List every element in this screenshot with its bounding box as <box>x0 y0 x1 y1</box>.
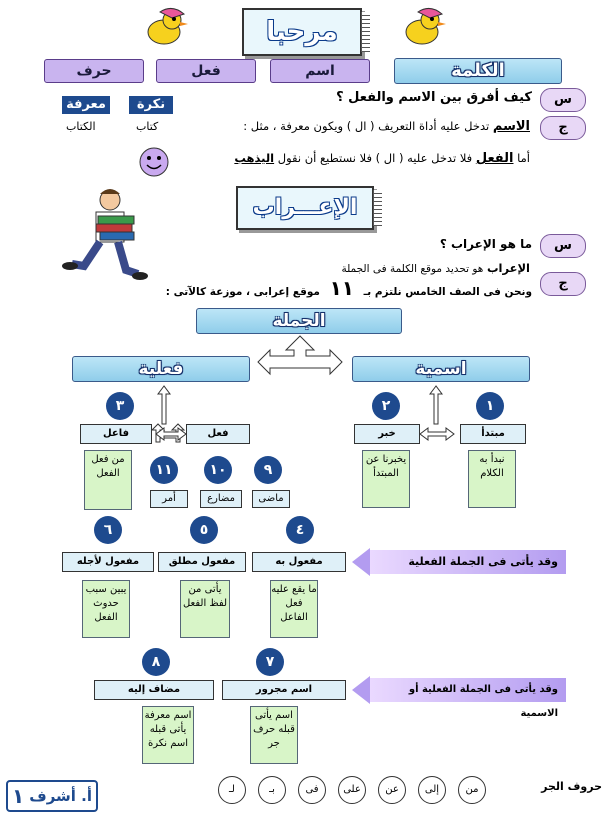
harf-box: حرف <box>44 59 144 83</box>
irab-question: ما هو الإعراب ؟ <box>439 237 532 251</box>
note-mubtada: نبدأ به الكلام <box>468 450 516 508</box>
fiel-example: اليذهب <box>234 151 275 165</box>
irab-def-rest: هو تحديد موقع الكلمة فى الجملة <box>341 263 484 275</box>
kalima-banner: الكلمة <box>394 58 562 84</box>
mafool-mutlaq-box: مفعول مطلق <box>158 552 246 572</box>
ism-rest: تدخل عليه أداة التعريف ( ال ) ويكون معرفة ، مثل : <box>243 119 490 133</box>
huruf-label: حروف الجر <box>541 780 602 793</box>
note-bih: ما يقع عليه فعل الفاعل <box>270 580 318 638</box>
khabar-box: خبر <box>354 424 420 444</box>
number-11: ١١ <box>150 456 178 484</box>
footer-badge <box>6 780 98 812</box>
fail-box: فاعل <box>80 424 152 444</box>
harf-lam: لـ <box>218 776 246 804</box>
ism-word: الاسم <box>492 119 530 134</box>
example-kitab: كتاب <box>136 120 159 133</box>
number-10: ١٠ <box>204 456 232 484</box>
number-7: ٧ <box>256 648 284 676</box>
page-title: مرحبا <box>266 17 338 47</box>
harf-min: من <box>458 776 486 804</box>
harf-fi: فى <box>298 776 326 804</box>
ism-box: اسم <box>270 59 370 83</box>
irab-line2-a: ونحن فى الصف الخامس نلتزم بـ <box>363 286 532 298</box>
irab-count: ١١ <box>329 276 355 300</box>
fiel-box: فعل <box>186 424 250 444</box>
fiel-pre: أما <box>517 151 530 165</box>
number-4: ٤ <box>286 516 314 544</box>
number-9: ٩ <box>254 456 282 484</box>
harf-ila: إلى <box>418 776 446 804</box>
note-fiel: من فعل الفعل <box>84 450 132 510</box>
mudari-box: مضارع <box>200 490 242 508</box>
number-5: ٥ <box>190 516 218 544</box>
jumla-banner: الجملة <box>196 308 402 334</box>
mafool-liajlih-box: مفعول لأجله <box>62 552 154 572</box>
row3-arrow-head <box>352 676 370 704</box>
fiel-box: فعل <box>156 59 256 83</box>
number-3: ٣ <box>106 392 134 420</box>
number-8: ٨ <box>142 648 170 676</box>
filiyya-banner: فعلية <box>72 356 250 382</box>
mafool-bih-box: مفعول به <box>252 552 346 572</box>
question-label: س <box>540 88 586 112</box>
maarifa-tag: معرفة <box>62 96 110 114</box>
note-khabar: يخبرنا عن المبتدأ <box>362 450 410 508</box>
nakira-tag: نكرة <box>129 96 173 114</box>
harf-ba: بـ <box>258 776 286 804</box>
ismiyya-banner: اسمية <box>352 356 530 382</box>
note-liajlih: يبين سبب حدوث الفعل <box>82 580 130 638</box>
footer-page: ١ <box>12 784 25 808</box>
irab-line2-b: موقع إعرابى ، موزعة كالآتى : <box>165 286 320 298</box>
harf-ala: على <box>338 776 366 804</box>
answer-label: ج <box>540 116 586 140</box>
answer-label: ج <box>540 272 586 296</box>
fiel-word: الفعل <box>475 151 514 166</box>
number-2: ٢ <box>372 392 400 420</box>
example-alkitab: الكتاب <box>66 120 96 133</box>
fiel-rest: فلا تدخل عليه ( ال ) فلا نستطيع أن نقول <box>277 151 473 165</box>
irab-title: الإعـــراب <box>252 195 358 220</box>
madi-box: ماضى <box>252 490 290 508</box>
ism-majrur-box: اسم مجرور <box>222 680 346 700</box>
amr-box: أمر <box>150 490 188 508</box>
harf-an: عن <box>378 776 406 804</box>
mudaf-ilayh-box: مضاف إليه <box>94 680 214 700</box>
note-mudaf: اسم معرفة يأتى قبله اسم نكرة <box>142 706 194 764</box>
row3-label: وقد يأتى فى الجملة الفعلية أو الاسمية <box>370 678 566 702</box>
number-1: ١ <box>476 392 504 420</box>
note-mutlaq: يأتى من لفظ الفعل <box>180 580 230 638</box>
number-6: ٦ <box>94 516 122 544</box>
row2-arrow-head <box>352 548 370 576</box>
note-majrur: اسم يأتى قبله حرف جر <box>250 706 298 764</box>
question-label: س <box>540 234 586 258</box>
mubtada-box: مبتدأ <box>460 424 526 444</box>
row2-label: وقد يأتى فى الجملة الفعلية <box>370 550 566 574</box>
question-text: كيف أفرق بين الاسم والفعل ؟ <box>336 90 532 105</box>
footer-teacher: أ. أشرف <box>29 787 92 805</box>
irab-def-word: الإعراب <box>486 261 530 275</box>
